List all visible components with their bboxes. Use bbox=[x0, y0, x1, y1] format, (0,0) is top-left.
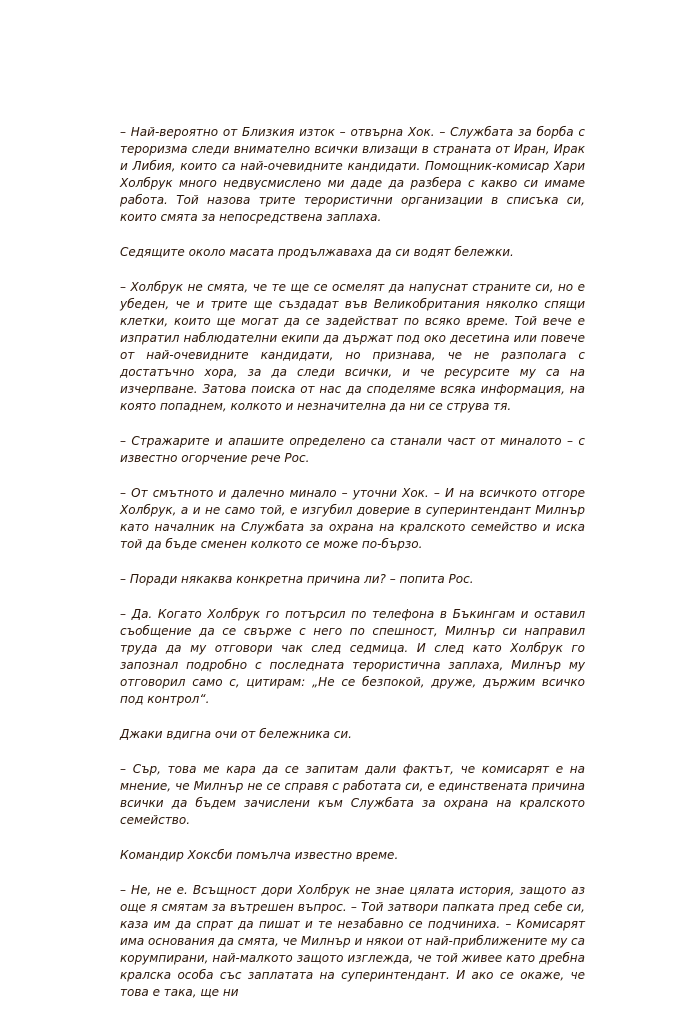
paragraph: – Поради някаква конкретна причина ли? – попита Рос. bbox=[120, 572, 474, 586]
paragraph: Командир Хоксби помълча известно време. bbox=[120, 848, 399, 862]
paragraph: – Не, не е. Всъщност дори Холбрук не знае цялата история, защото аз още я смятам за вътрешен въпрос. – Той затвори папката пред себе си, каза им да спрат да пишат и те незабавно се подчиниха. – Комисарят има основания да смята, че Милнър и някои от най-приближените му са корумпирани, най-малкото защото изглежда, че той живее като дребна кралска особа със заплатата на суперинтендант. И ако се окаже, че това е така, ще ни bbox=[120, 883, 585, 999]
paragraph: Седящите около масата продължаваха да си водят бележки. bbox=[120, 245, 514, 259]
body-text bbox=[120, 124, 585, 1019]
paragraph: – Най-вероятно от Близкия изток – отвърна Хок. – Службата за борба с тероризма следи внимателно всички влизащи в страната от Иран, Ирак и Либия, които са най-очевидните кандидати. Помощник-комисар Хари Холбрук много недвусмислено ми даде да разбера с какво си имаме работа. Той назова трите терористични организации в списъка си, които смята за непосредствена заплаха. bbox=[120, 125, 585, 224]
paragraph: – Да. Когато Холбрук го потърсил по телефона в Бъкингам и оставил съобщение да се свърже с него по спешност, Милнър си направил труда да му отговори чак след седмица. И след като Холбрук го запознал подробно с последната терористична заплаха, Милнър му отговорил само с, цитирам: „Не се безпокой, друже, държим всичко под контрол“. bbox=[120, 607, 585, 706]
paragraph: – Холбрук не смята, че те ще се осмелят да напуснат страните си, но е убеден, че и трите ще създадат във Великобритания няколко спящи клетки, които ще могат да се задействат по всяко време. Той вече е изпратил наблюдателни екипи да държат под око десетина или повече от най-очевидните кандидати, но признава, че не разполага с достатъчно хора, за да следи всички, и че ресурсите му са на изчерпване. Затова поиска от нас да споделяме всяка информация, на която попаднем, колкото и незначителна да ни се струва тя. bbox=[120, 280, 585, 413]
paragraph: – Стражарите и апашите определено са станали част от миналото – с известно огорчение рече Рос. bbox=[120, 434, 585, 465]
paragraph: – От смътното и далечно минало – уточни Хок. – И на всичкото отгоре Холбрук, а и не само той, е изгубил доверие в суперинтендант Милнър като началник на Службата за охрана на кралското семейство и иска той да бъде сменен колкото се може по-бързо. bbox=[120, 486, 585, 551]
paragraph: Джаки вдигна очи от бележника си. bbox=[120, 727, 352, 741]
paragraph: – Сър, това ме кара да се запитам дали фактът, че комисарят е на мнение, че Милнър не се справя с работата си, е единствената причина всички да бъдем зачислени към Службата за охрана на кралското семейство. bbox=[120, 762, 585, 827]
